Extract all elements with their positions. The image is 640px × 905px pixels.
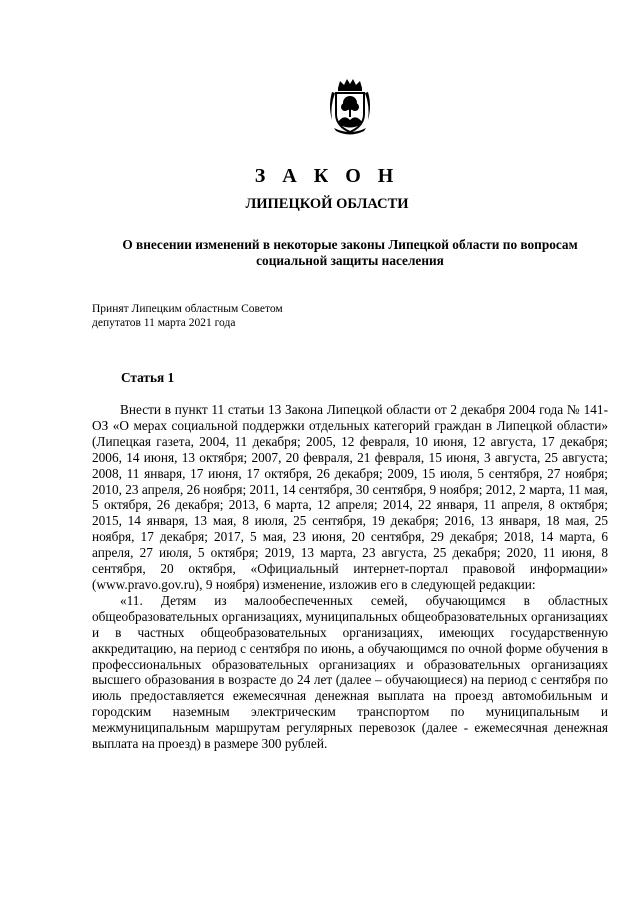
adoption-note <box>92 302 392 330</box>
adoption-note-line: Принят Липецким областным Советом <box>92 303 283 315</box>
law-heading: О внесении изменений в некоторые законы Липецкой области по вопросам социальной защиты населения <box>122 237 578 268</box>
coat-of-arms-icon <box>326 76 374 136</box>
article-body <box>92 402 608 752</box>
paragraph: «11. Детям из малообеспеченных семей, обучающимся в областных общеобразовательных организациях, муниципальных общеобразовательных организациях и в частных общеобразовательных организациях, имеющих государственную аккредитацию, на период с сентября по июнь, а обучающимся по очной форме обучения в профессиональных образовательных организациях и образовательных организациях высшего образования в возрасте до 24 лет (далее – обучающиеся) на период с сентября по июль предоставляется ежемесячная денежная выплата на проезд автомобильным и городским наземным электрическим транспортом по муниципальным и межмуниципальным маршрутам регулярных перевозок (далее - ежемесячная денежная выплата на проезд) в размере 300 рублей. <box>92 592 608 752</box>
adoption-note-line: депутатов 11 марта 2021 года <box>92 317 236 329</box>
document-title: З А К О Н <box>254 165 400 187</box>
document-subtitle: ЛИПЕЦКОЙ ОБЛАСТИ <box>245 196 409 212</box>
paragraph: Внести в пункт 11 статьи 13 Закона Липецкой области от 2 декабря 2004 года № 141-ОЗ «О мерах социальной поддержки отдельных категорий граждан в Липецкой области» (Липецкая газета, 2004, 11 декабря; 2005, 12 февраля, 10 июня, 12 августа, 17 декабря; 2006, 14 июня, 13 октября; 2007, 20 февраля, 21 февраля, 15 июня, 3 августа, 25 августа; 2008, 11 января, 17 июня, 17 октября, 26 декабря; 2009, 15 июля, 5 сентября, 27 ноября; 2010, 23 апреля, 26 ноября; 2011, 14 сентября, 30 сентября, 9 ноября; 2012, 2 марта, 11 мая, 5 октября, 26 декабря; 2013, 6 марта, 12 апреля; 2014, 22 января, 11 апреля, 8 октября; 2015, 14 января, 13 мая, 8 июля, 25 сентября, 19 декабря; 2016, 13 января, 18 мая, 25 ноября, 17 декабря; 2017, 5 мая, 23 июня, 20 сентября, 29 декабря; 2018, 14 марта, 6 апреля, 27 июля, 5 октября; 2019, 13 марта, 23 августа, 25 декабря; 2020, 11 июня, 8 сентября, 20 октября, «Официальный интернет-портал правовой информации» (www.pravo.gov.ru), 9 ноября) изменение, изложив его в следующей редакции: <box>92 402 608 592</box>
article-title: Статья 1 <box>121 370 175 385</box>
